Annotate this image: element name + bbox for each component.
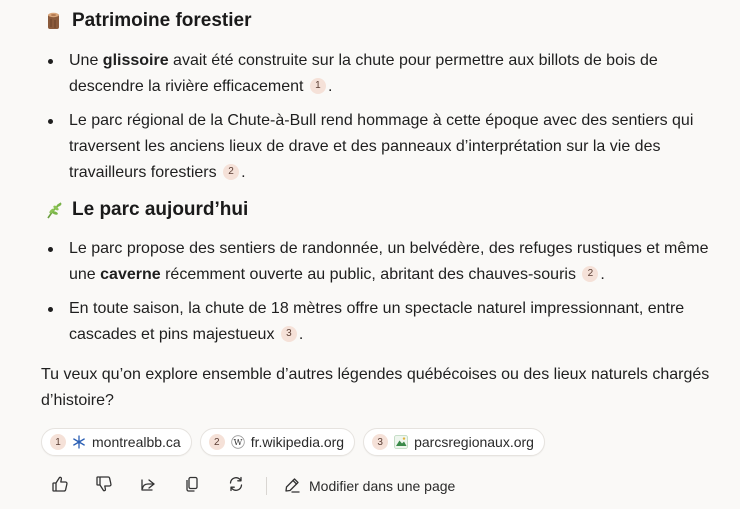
bullet-text: Une — [69, 52, 103, 69]
wikipedia-icon — [231, 435, 245, 449]
citation-badge[interactable]: 2 — [582, 266, 598, 282]
section-title-text: Le parc aujourd’hui — [72, 199, 249, 220]
source-number: 2 — [209, 434, 225, 450]
wood-log-icon — [44, 11, 64, 31]
bullet-text: récemment ouverte au public, abritant des chauves-souris — [160, 266, 576, 283]
source-label: parcsregionaux.org — [414, 434, 534, 450]
share-icon — [139, 475, 157, 498]
share-button[interactable] — [134, 472, 162, 500]
source-label: fr.wikipedia.org — [250, 434, 345, 450]
list-item — [44, 108, 724, 186]
source-number: 1 — [50, 434, 66, 450]
thumbs-down-button[interactable] — [90, 472, 118, 500]
bullet-text: En toute saison, la chute de 18 mètres offre un spectacle naturel impressionnant, entre cascades et pins majestueux — [69, 300, 685, 343]
herb-icon — [44, 200, 64, 220]
bullet-list-patrimoine — [44, 48, 724, 194]
citation-badge[interactable]: 1 — [310, 78, 326, 94]
svg-text:W: W — [233, 438, 243, 449]
mountain-icon — [394, 435, 408, 449]
source-label: montrealbb.ca — [92, 434, 181, 450]
snowflake-icon — [72, 435, 86, 449]
section-title-patrimoine — [44, 10, 252, 32]
closing-question: Tu veux qu’on explore ensemble d’autres légendes québécoises ou des lieux naturels chargés d’histoire? — [41, 366, 710, 409]
list-item — [44, 48, 724, 100]
regenerate-button[interactable] — [222, 472, 250, 500]
source-list — [41, 428, 545, 456]
bullet-text: Le parc régional de la Chute-à-Bull rend hommage à cette époque avec des sentiers qui traversent les anciens lieux de drave et des panneaux d’interprétation sur la vie des travailleurs forestiers — [69, 112, 694, 181]
citation-badge[interactable]: 2 — [223, 164, 239, 180]
punctuation: . — [241, 164, 246, 181]
section-title-parc — [44, 199, 248, 221]
message-actions — [46, 472, 455, 500]
toolbar-divider — [266, 477, 267, 495]
list-item — [44, 296, 724, 348]
thumbs-down-icon — [95, 475, 113, 498]
thumbs-up-icon — [51, 475, 69, 498]
edit-in-page-button[interactable] — [283, 476, 455, 497]
bullet-text: Le parc propose des sentiers de randonnée, un belvédère, des refuges rustiques et même une — [69, 240, 709, 283]
citation-badge[interactable]: 3 — [281, 326, 297, 342]
bold-term: caverne — [100, 266, 161, 283]
bullet-list-parc — [44, 236, 724, 356]
pencil-icon — [283, 476, 301, 497]
source-chip-montrealbb[interactable] — [41, 428, 192, 456]
edit-label: Modifier dans une page — [309, 478, 456, 494]
refresh-icon — [227, 475, 245, 498]
list-item — [44, 236, 724, 288]
copy-icon — [183, 475, 201, 498]
source-number: 3 — [372, 434, 388, 450]
punctuation: . — [298, 326, 304, 343]
section-title-text: Patrimoine forestier — [72, 10, 252, 31]
punctuation: . — [600, 266, 605, 283]
punctuation: . — [327, 78, 333, 95]
source-chip-parcsregionaux[interactable] — [363, 428, 545, 456]
thumbs-up-button[interactable] — [46, 472, 74, 500]
bold-term: glissoire — [102, 52, 169, 69]
source-chip-wikipedia[interactable] — [200, 428, 355, 456]
copy-button[interactable] — [178, 472, 206, 500]
bullet-text: avait été construite sur la chute pour permettre aux billots de bois de descendre la rivière efficacement — [69, 52, 658, 95]
